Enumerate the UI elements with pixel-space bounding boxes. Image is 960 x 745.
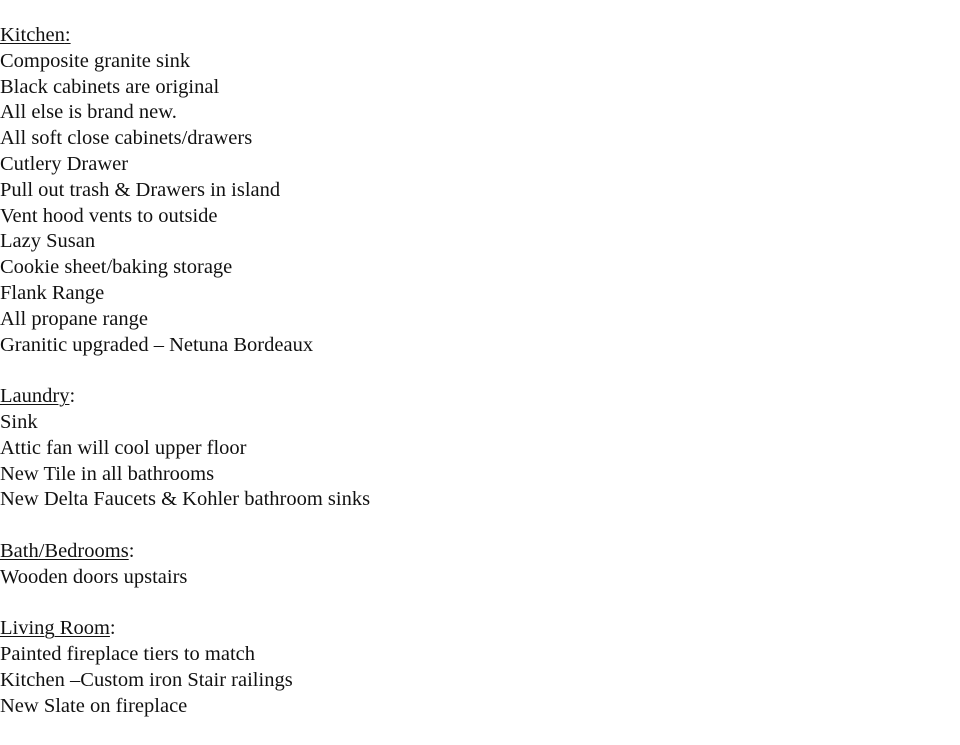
list-item: New Delta Faucets & Kohler bathroom sinks bbox=[0, 488, 371, 511]
section-laundry bbox=[0, 384, 960, 513]
list-item: Cookie sheet/baking storage bbox=[0, 256, 233, 279]
section-heading-colon: : bbox=[64, 24, 71, 46]
section-heading-text: Laundry bbox=[0, 385, 70, 408]
section-heading-colon: : bbox=[69, 385, 76, 408]
section-bath-bedrooms bbox=[0, 539, 960, 591]
list-item: Vent hood vents to outside bbox=[0, 204, 218, 227]
list-item: Painted fireplace tiers to match bbox=[0, 643, 256, 666]
list-item: Granitic upgraded – Netuna Bordeaux bbox=[0, 333, 314, 356]
list-item: New Tile in all bathrooms bbox=[0, 462, 215, 485]
list-item: All soft close cabinets/drawers bbox=[0, 127, 253, 150]
section-heading-text: Bath/Bedrooms bbox=[0, 539, 129, 562]
list-item: Attic fan will cool upper floor bbox=[0, 436, 247, 459]
list-item: Black cabinets are original bbox=[0, 75, 220, 98]
section-kitchen bbox=[0, 23, 960, 358]
list-item: All else is brand new. bbox=[0, 101, 177, 124]
section-heading bbox=[0, 616, 960, 642]
list-item: Pull out trash & Drawers in island bbox=[0, 178, 281, 201]
document-body bbox=[0, 23, 960, 745]
section-heading bbox=[0, 539, 960, 565]
list-item: Cutlery Drawer bbox=[0, 152, 129, 175]
list-item: All propane range bbox=[0, 307, 148, 330]
section-heading-colon: : bbox=[109, 617, 116, 640]
list-item: Kitchen –Custom iron Stair railings bbox=[0, 668, 293, 691]
list-item: Lazy Susan bbox=[0, 230, 96, 253]
list-item: Sink bbox=[0, 410, 38, 433]
section-living-room bbox=[0, 616, 960, 719]
section-heading bbox=[0, 23, 960, 49]
section-heading-text: Kitchen bbox=[0, 24, 65, 46]
section-heading-text: Living Room bbox=[0, 617, 110, 640]
list-item: Composite granite sink bbox=[0, 49, 191, 72]
list-item: Flank Range bbox=[0, 281, 105, 304]
list-item: Wooden doors upstairs bbox=[0, 565, 188, 588]
list-item: New Slate on fireplace bbox=[0, 694, 188, 717]
section-heading-colon: : bbox=[128, 539, 135, 562]
section-heading bbox=[0, 384, 960, 410]
